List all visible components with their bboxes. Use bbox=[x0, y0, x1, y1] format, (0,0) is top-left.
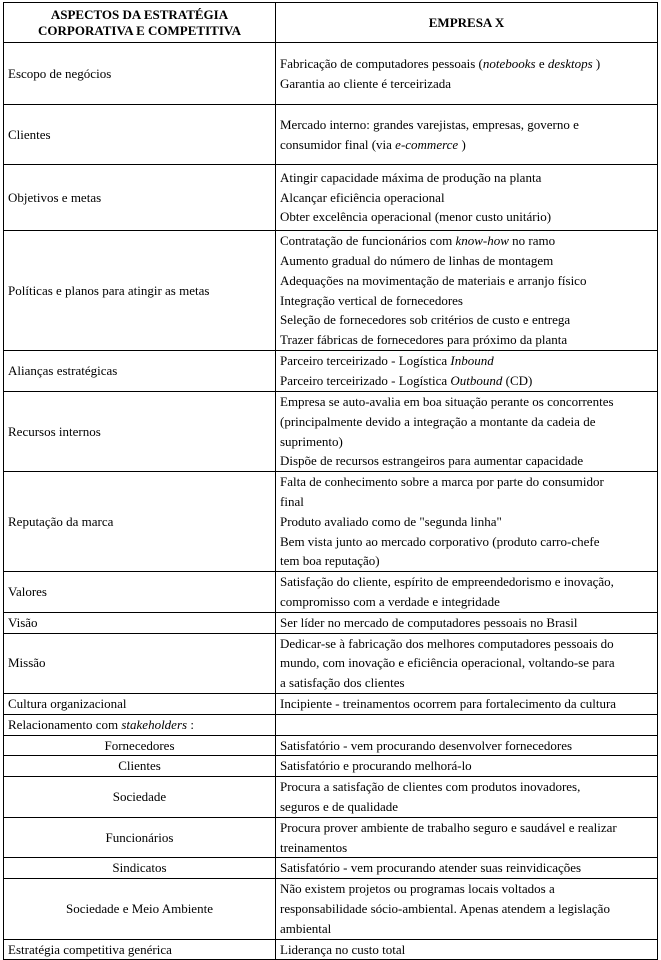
row-relacionamento bbox=[4, 714, 658, 735]
row-sh-clientes bbox=[4, 756, 658, 777]
value-aliancas: Parceiro terceirizado - Logística Inbound Parceiro terceirizado - Logística Outbound (CD) bbox=[276, 351, 658, 392]
label-visao: Visão bbox=[4, 612, 276, 633]
label-fornecedores: Fornecedores bbox=[4, 735, 276, 756]
row-politicas bbox=[4, 231, 658, 351]
value-funcionarios: Procura prover ambiente de trabalho seguro e saudável e realizar treinamentos bbox=[276, 817, 658, 858]
label-valores: Valores bbox=[4, 572, 276, 613]
row-reputacao bbox=[4, 472, 658, 572]
label-sindicatos: Sindicatos bbox=[4, 858, 276, 879]
value-recursos: Empresa se auto-avalia em boa situação perante os concorrentes (principalmente devido a integração a montante da cadeia de suprimento) Dispõe de recursos estrangeiros para aumentar capacidade bbox=[276, 392, 658, 472]
label-meio-ambiente: Sociedade e Meio Ambiente bbox=[4, 879, 276, 939]
value-visao: Ser líder no mercado de computadores pessoais no Brasil bbox=[276, 612, 658, 633]
value-sh-clientes: Satisfatório e procurando melhorá-lo bbox=[276, 756, 658, 777]
value-fornecedores: Satisfatório - vem procurando desenvolver fornecedores bbox=[276, 735, 658, 756]
row-cultura bbox=[4, 693, 658, 714]
row-funcionarios bbox=[4, 817, 658, 858]
value-reputacao: Falta de conhecimento sobre a marca por parte do consumidor final Produto avaliado como de "segunda linha" Bem vista junto ao mercado corporativo (produto carro-chefe tem boa reputação) bbox=[276, 472, 658, 572]
label-objetivos: Objetivos e metas bbox=[4, 165, 276, 231]
value-missao: Dedicar-se à fabricação dos melhores computadores pessoais do mundo, com inovação e eficiência operacional, voltando-se para a satisfação dos clientes bbox=[276, 633, 658, 693]
strategy-table bbox=[3, 2, 658, 960]
value-clientes: Mercado interno: grandes varejistas, empresas, governo e consumidor final (via e-commerce ) bbox=[276, 105, 658, 165]
row-escopo bbox=[4, 43, 658, 105]
row-visao bbox=[4, 612, 658, 633]
row-meio-ambiente bbox=[4, 879, 658, 939]
value-relacionamento bbox=[276, 714, 658, 735]
label-escopo: Escopo de negócios bbox=[4, 43, 276, 105]
value-sindicatos: Satisfatório - vem procurando atender suas reinvidicações bbox=[276, 858, 658, 879]
label-aliancas: Alianças estratégicas bbox=[4, 351, 276, 392]
row-sociedade bbox=[4, 777, 658, 818]
row-fornecedores bbox=[4, 735, 658, 756]
label-recursos: Recursos internos bbox=[4, 392, 276, 472]
label-sh-clientes: Clientes bbox=[4, 756, 276, 777]
label-reputacao: Reputação da marca bbox=[4, 472, 276, 572]
row-recursos bbox=[4, 392, 658, 472]
label-cultura: Cultura organizacional bbox=[4, 693, 276, 714]
value-objetivos: Atingir capacidade máxima de produção na planta Alcançar eficiência operacional Obter excelência operacional (menor custo unitário) bbox=[276, 165, 658, 231]
value-escopo: Fabricação de computadores pessoais (notebooks e desktops ) Garantia ao cliente é terceirizada bbox=[276, 43, 658, 105]
value-politicas: Contratação de funcionários com know-how no ramo Aumento gradual do número de linhas de montagem Adequações na movimentação de materiais e arranjo físico Integração vertical de fornecedores Seleção de fornecedores sob critérios de custo e entrega Trazer fábricas de fornecedores para próximo da planta bbox=[276, 231, 658, 351]
label-sociedade: Sociedade bbox=[4, 777, 276, 818]
header-aspects: ASPECTOS DA ESTRATÉGIA CORPORATIVA E COMPETITIVA bbox=[4, 3, 276, 43]
label-missao: Missão bbox=[4, 633, 276, 693]
header-company: EMPRESA X bbox=[276, 3, 658, 43]
header-row bbox=[4, 3, 658, 43]
value-meio-ambiente: Não existem projetos ou programas locais voltados a responsabilidade sócio-ambiental. Apenas atendem a legislação ambiental bbox=[276, 879, 658, 939]
label-estrategia: Estratégia competitiva genérica bbox=[4, 939, 276, 960]
row-objetivos bbox=[4, 165, 658, 231]
value-sociedade: Procura a satisfação de clientes com produtos inovadores, seguros e de qualidade bbox=[276, 777, 658, 818]
row-clientes bbox=[4, 105, 658, 165]
row-valores bbox=[4, 572, 658, 613]
row-estrategia bbox=[4, 939, 658, 960]
label-politicas: Políticas e planos para atingir as metas bbox=[4, 231, 276, 351]
row-aliancas bbox=[4, 351, 658, 392]
row-missao bbox=[4, 633, 658, 693]
row-sindicatos bbox=[4, 858, 658, 879]
label-funcionarios: Funcionários bbox=[4, 817, 276, 858]
label-clientes: Clientes bbox=[4, 105, 276, 165]
label-relacionamento: Relacionamento com stakeholders : bbox=[4, 714, 276, 735]
value-cultura: Incipiente - treinamentos ocorrem para fortalecimento da cultura bbox=[276, 693, 658, 714]
value-valores: Satisfação do cliente, espírito de empreendedorismo e inovação, compromisso com a verdade e integridade bbox=[276, 572, 658, 613]
value-estrategia: Liderança no custo total bbox=[276, 939, 658, 960]
